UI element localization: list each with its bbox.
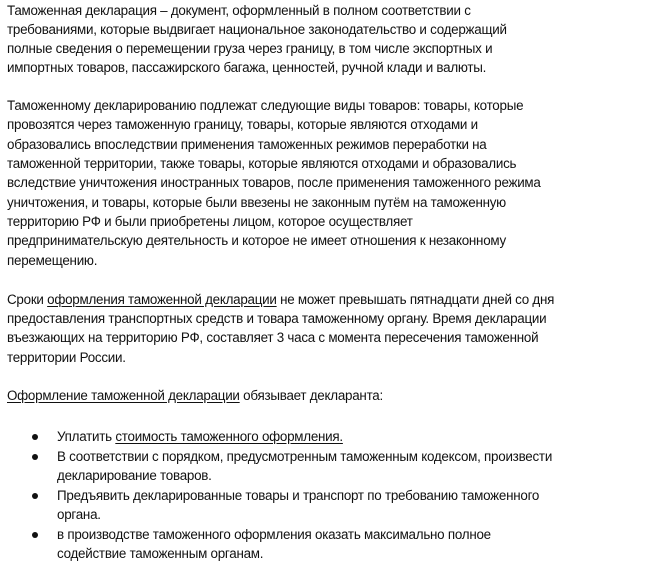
- bullet-icon: [32, 532, 38, 538]
- list-item-continuation: содействие таможенным органам.: [57, 546, 264, 561]
- text-line: [7, 290, 554, 309]
- text: не может превышать пятнадцати дней со дня: [276, 292, 555, 307]
- link-customs-cost[interactable]: стоимость таможенного оформления.: [115, 429, 343, 444]
- list-item-continuation: декларирование товаров.: [57, 468, 212, 483]
- text-line: предоставления транспортных средств и товара таможенному органу. Время декларации: [7, 311, 547, 326]
- list-item: В соответствии с порядком, предусмотренным таможенным кодексом, произвести: [57, 449, 553, 464]
- text-line: Таможенному декларированию подлежат следующие виды товаров: товары, которые: [7, 98, 524, 113]
- text-line: уничтожения, и товары, которые были ввезены не законным путём на таможенную: [7, 195, 506, 210]
- text: обязывает декларанта:: [239, 388, 383, 403]
- text-line: образовались впоследствии применения таможенных режимов переработки на: [7, 137, 487, 152]
- link-declaration-filling[interactable]: Оформление таможенной декларации: [7, 388, 240, 403]
- text: Уплатить: [57, 429, 116, 444]
- text-line: предпринимательскую деятельность и которое не имеет отношения к незаконному: [7, 233, 506, 248]
- text-line: требованиями, которые выдвигает национальное законодательство и содержащий: [7, 22, 507, 37]
- bullet-icon: [32, 434, 38, 440]
- link-declaration-processing[interactable]: оформления таможенной декларации: [47, 292, 277, 307]
- list-item: Предъявить декларированные товары и транспорт по требованию таможенного: [57, 488, 540, 503]
- text-line: таможенной территории, также товары, которые являются отходами и образовались: [7, 156, 517, 171]
- text-line: перемещению.: [7, 253, 98, 268]
- list-item-continuation: органа.: [57, 507, 101, 522]
- text-line: [7, 386, 383, 405]
- text: Сроки: [7, 292, 48, 307]
- text-line: территорию РФ и были приобретены лицом, которое осуществляет: [7, 214, 413, 229]
- text-line: Таможенная декларация – документ, оформленный в полном соответствии с: [7, 3, 471, 18]
- list-item: в производстве таможенного оформления оказать максимально полное: [57, 527, 491, 542]
- text-line: импортных товаров, пассажирского багажа, ценностей, ручной клади и валюты.: [7, 60, 487, 75]
- text-line: провозятся через таможенную границу, товары, которые являются отходами и: [7, 117, 478, 132]
- text-line: полные сведения о перемещении груза через границу, в том числе экспортных и: [7, 41, 493, 56]
- bullet-icon: [32, 493, 38, 499]
- bullet-icon: [32, 454, 38, 460]
- list-item: [57, 427, 343, 446]
- text-line: въезжающих на территорию РФ, составляет 3 часа с момента пересечения таможенной: [7, 330, 539, 345]
- text-line: вследствие уничтожения иностранных товаров, после применения таможенного режима: [7, 175, 541, 190]
- text-line: территории России.: [7, 350, 126, 365]
